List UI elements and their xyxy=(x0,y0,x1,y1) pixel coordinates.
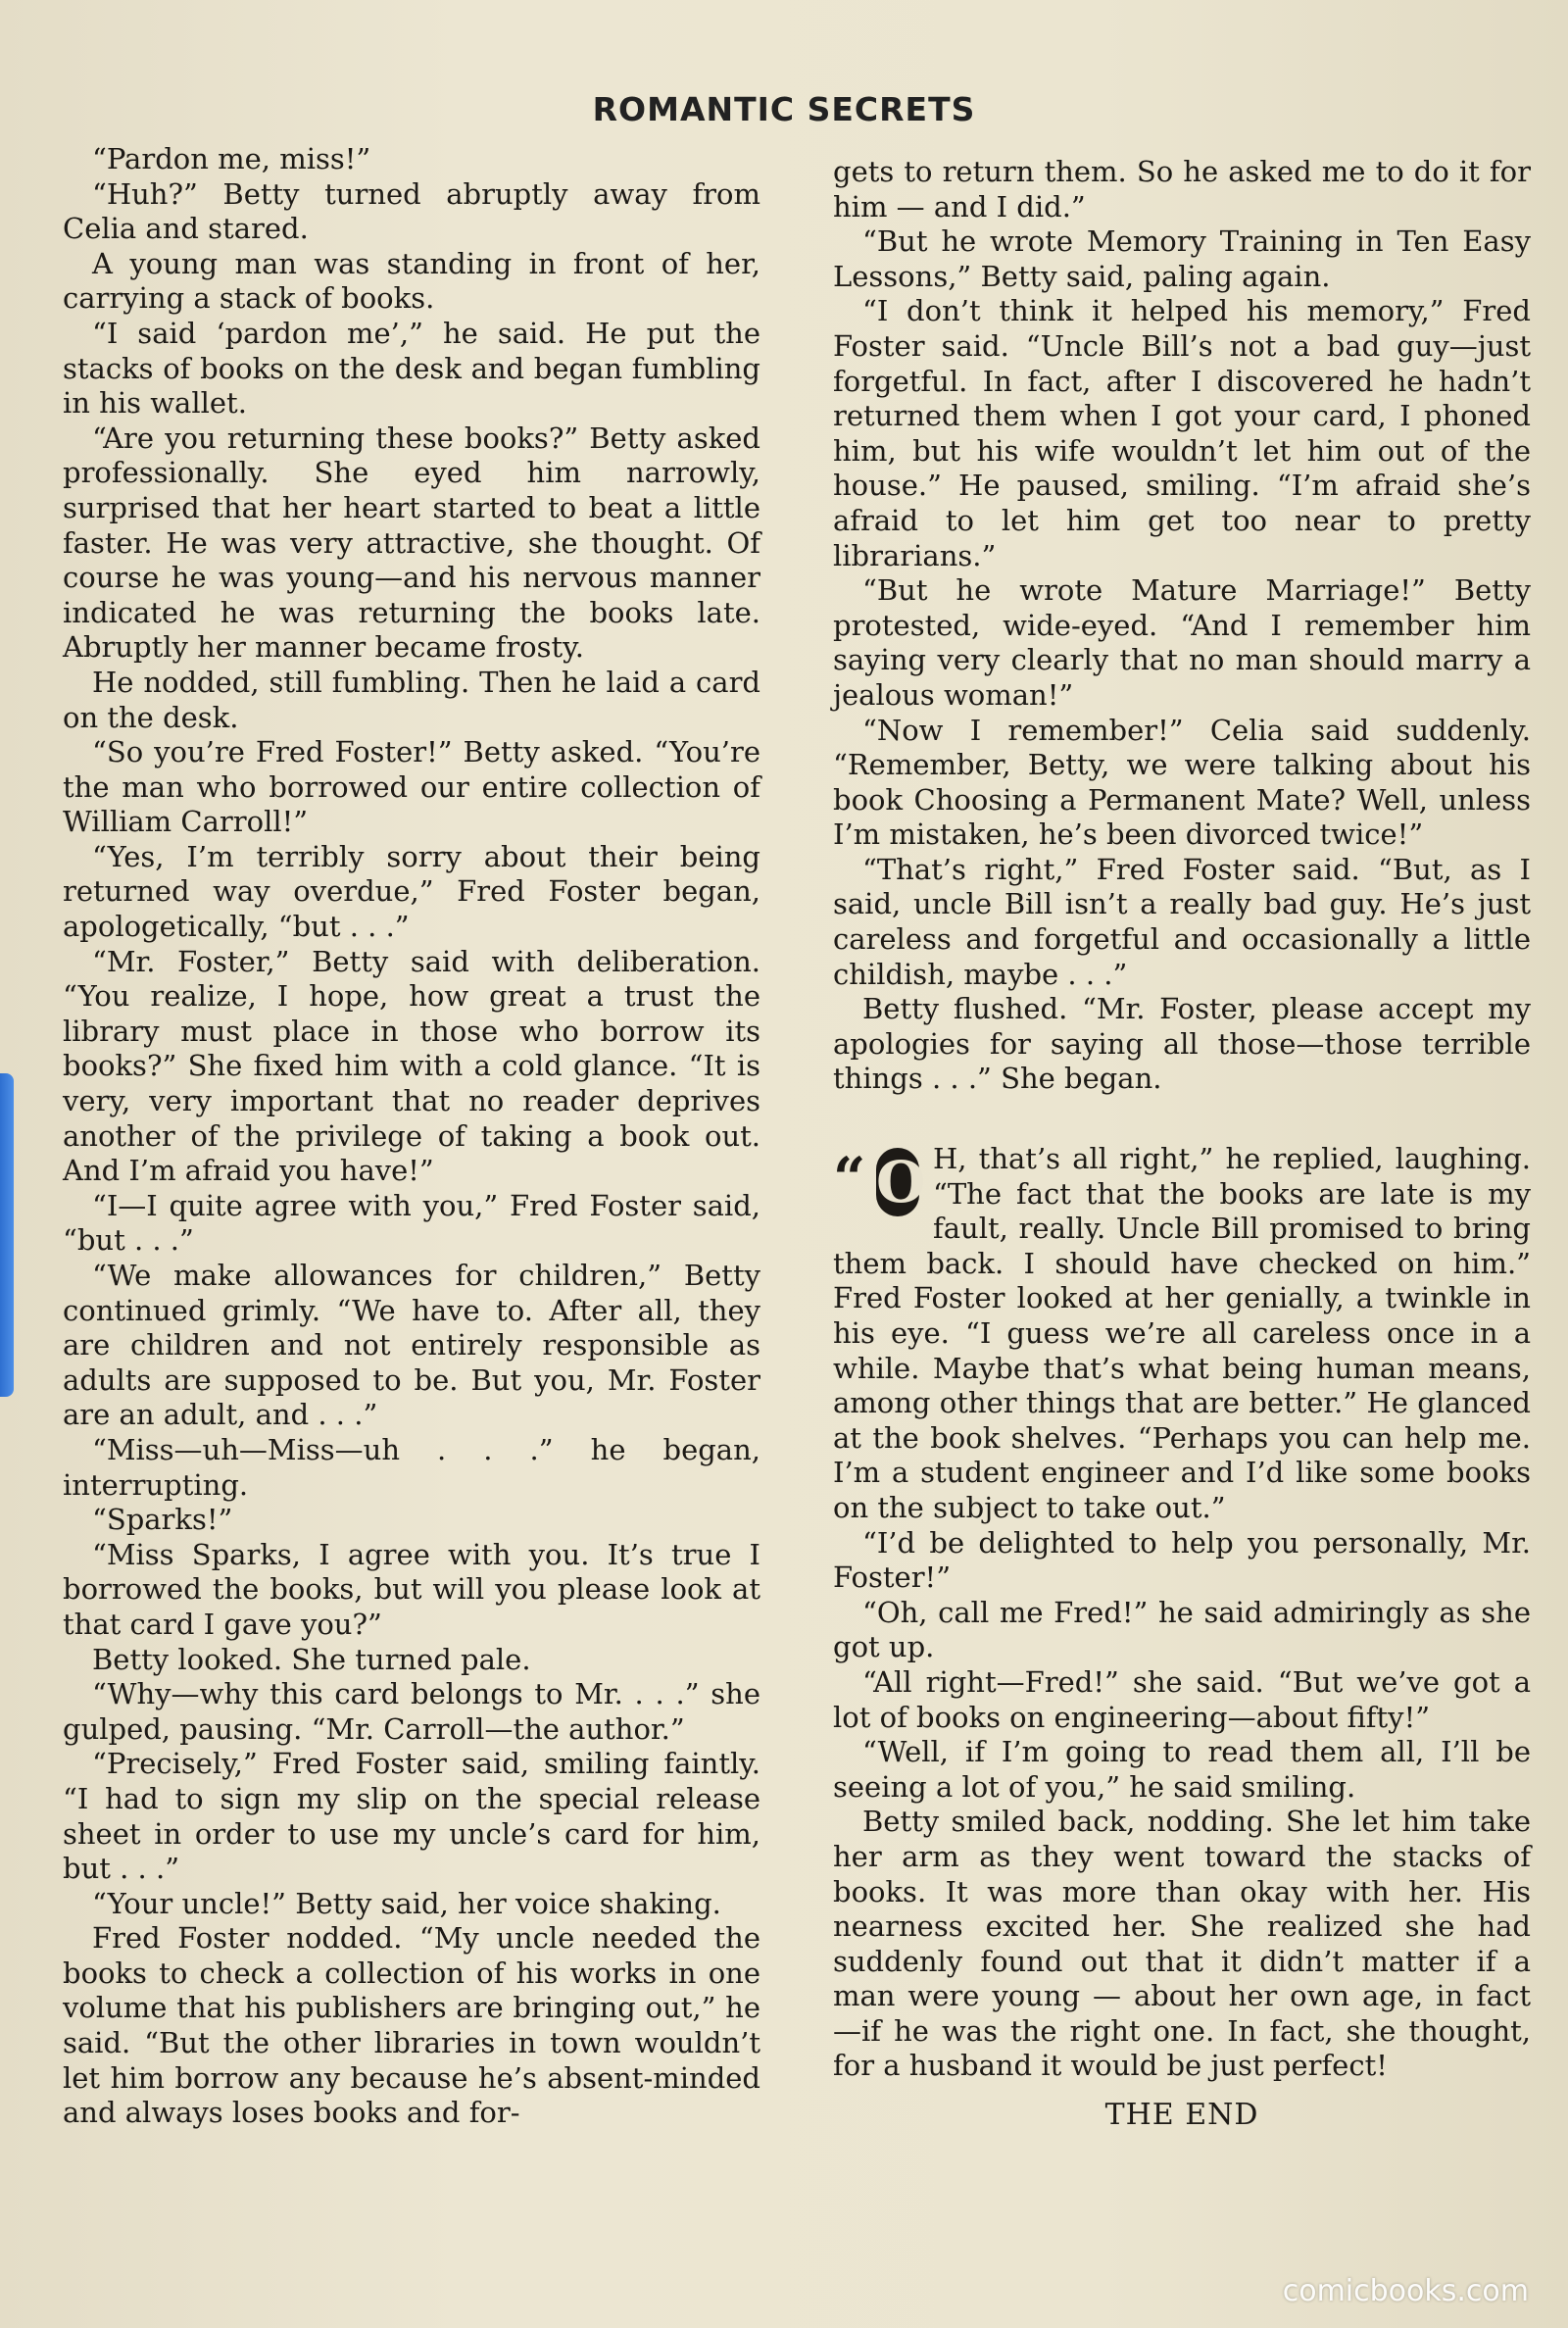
paragraph: “Are you returning these books?” Betty asked professionally. She eyed him narrowly, surprised that her heart started to beat a little faster. He was very attractive, she thought. Of course he was young—and his nervous manner indicated he was returning the books late. Abruptly her manner became frosty. xyxy=(63,421,760,665)
paragraph: He nodded, still fumbling. Then he laid a card on the desk. xyxy=(63,665,760,734)
paragraph: “Now I remember!” Celia said suddenly. “Remember, Betty, we were talking about his book Choosing a Permanent Mate? Well, unless I’m mistaken, he’s been divorced twice!” xyxy=(833,713,1531,852)
paragraph: “Well, if I’m going to read them all, I’ll be seeing a lot of you,” he said smiling. xyxy=(833,1735,1531,1804)
paragraph: “Precisely,” Fred Foster said, smiling faintly. “I had to sign my slip on the special release sheet in order to use my uncle’s card for him, but . . .” xyxy=(63,1747,760,1886)
paragraph: gets to return them. So he asked me to do it for him — and I did.” xyxy=(833,155,1531,223)
paragraph: “Why—why this card belongs to Mr. . . .” she gulped, pausing. “Mr. Carroll—the author.” xyxy=(63,1677,760,1746)
page-edge-tab xyxy=(0,1073,14,1397)
watermark: comicbooks.com xyxy=(1282,2274,1529,2308)
paragraph: “We make allowances for children,” Betty continued grimly. “We have to. After all, they are children and not entirely responsible as adults are supposed to be. But you, Mr. Foster are an adult, and . . .” xyxy=(63,1259,760,1432)
paragraph: “Miss—uh—Miss—uh . . .” he began, interrupting. xyxy=(63,1432,760,1502)
paragraph: “That’s right,” Fred Foster said. “But, as I said, uncle Bill isn’t a really bad guy. He’s just careless and forgetful and occasionally a little childish, maybe . . .” xyxy=(833,852,1531,991)
paragraph: “I’d be delighted to help you personally, Mr. Foster!” xyxy=(833,1525,1531,1595)
paragraph: “I—I quite agree with you,” Fred Foster said, “but . . .” xyxy=(63,1188,760,1258)
paragraph: Betty flushed. “Mr. Foster, please accept my apologies for saying all those—those terrible things . . .” She began. xyxy=(833,992,1531,1096)
section-break xyxy=(833,1097,1531,1142)
paragraph: “So you’re Fred Foster!” Betty asked. “You’re the man who borrowed our entire collection of William Carroll!” xyxy=(63,735,760,839)
dropcap-letter: O xyxy=(876,1149,926,1216)
dropcap-paragraph xyxy=(833,1142,1531,1526)
paragraph: “Miss Sparks, I agree with you. It’s true I borrowed the books, but will you please look at that card I gave you?” xyxy=(63,1537,760,1641)
paragraph: “Huh?” Betty turned abruptly away from Celia and stared. xyxy=(63,176,760,246)
left-column xyxy=(63,142,760,2131)
paragraph: “Sparks!” xyxy=(92,1503,233,1537)
paragraph: Betty smiled back, nodding. She let him take her arm as they went toward the stacks of books. It was more than okay with her. His nearness excited her. She realized she had suddenly found out that it didn’t matter if a man were young — about her own age, in fact —if he was the right one. In fact, she thought, for a husband it would be just perfect! xyxy=(833,1805,1531,2083)
paragraph: “Yes, I’m terribly sorry about their being returned way overdue,” Fred Foster began, apologetically, “but . . .” xyxy=(63,839,760,944)
paragraph: A young man was standing in front of her, carrying a stack of books. xyxy=(63,246,760,316)
paragraph: “Oh, call me Fred!” he said admiringly as she got up. xyxy=(833,1595,1531,1664)
paragraph: “Your uncle!” Betty said, her voice shaking. xyxy=(92,1886,721,1920)
paragraph-text: H, that’s all right,” he replied, laughing. “The fact that the books are late is my fault, really. Uncle Bill promised to bring them back. I should have checked on him.” Fred Foster looked at her genially, a twinkle in his eye. “I guess we’re all careless once in a while. Maybe that’s what being human means, among other things that are better.” He glanced at the book shelves. “Perhaps you can help me. I’m a student engineer and I’d like some books on the subject to take out.” xyxy=(833,1142,1531,1524)
the-end: THE END xyxy=(1104,2098,1259,2133)
dropcap-quote: “ xyxy=(833,1145,866,1213)
paragraph: “Pardon me, miss!” xyxy=(92,142,371,175)
page-header: ROMANTIC SECRETS xyxy=(592,90,976,128)
paragraph: “I don’t think it helped his memory,” Fred Foster said. “Uncle Bill’s not a bad guy—just forgetful. In fact, after I discovered he hadn’t returned them when I got your card, I phoned him, but his wife wouldn’t let him out of the house.” He paused, smiling. “I’m afraid she’s afraid to let him get too near to pretty librarians.” xyxy=(833,294,1531,572)
dropcap xyxy=(833,1145,927,1216)
right-column xyxy=(833,155,1531,2133)
paragraph: Betty looked. She turned pale. xyxy=(92,1642,531,1676)
paragraph: “But he wrote Mature Marriage!” Betty protested, wide-eyed. “And I remember him saying very clearly that no man should marry a jealous woman!” xyxy=(833,573,1531,712)
paragraph: “Mr. Foster,” Betty said with deliberation. “You realize, I hope, how great a trust the library must place in those who borrow its books?” She fixed him with a cold glance. “It is very, very important that no reader deprives another of the privilege of taking a book out. And I’m afraid you have!” xyxy=(63,944,760,1188)
paragraph: “I said ‘pardon me’,” he said. He put the stacks of books on the desk and began fumbling in his wallet. xyxy=(63,316,760,421)
paragraph: “All right—Fred!” she said. “But we’ve got a lot of books on engineering—about fifty!” xyxy=(833,1664,1531,1734)
paragraph: Fred Foster nodded. “My uncle needed the books to check a collection of his works in one volume that his publishers are bringing out,” he said. “But the other libraries in town wouldn’t let him borrow any because he’s absent-minded and always loses books and for- xyxy=(63,1921,760,2130)
paragraph: “But he wrote Memory Training in Ten Easy Lessons,” Betty said, paling again. xyxy=(833,224,1531,293)
